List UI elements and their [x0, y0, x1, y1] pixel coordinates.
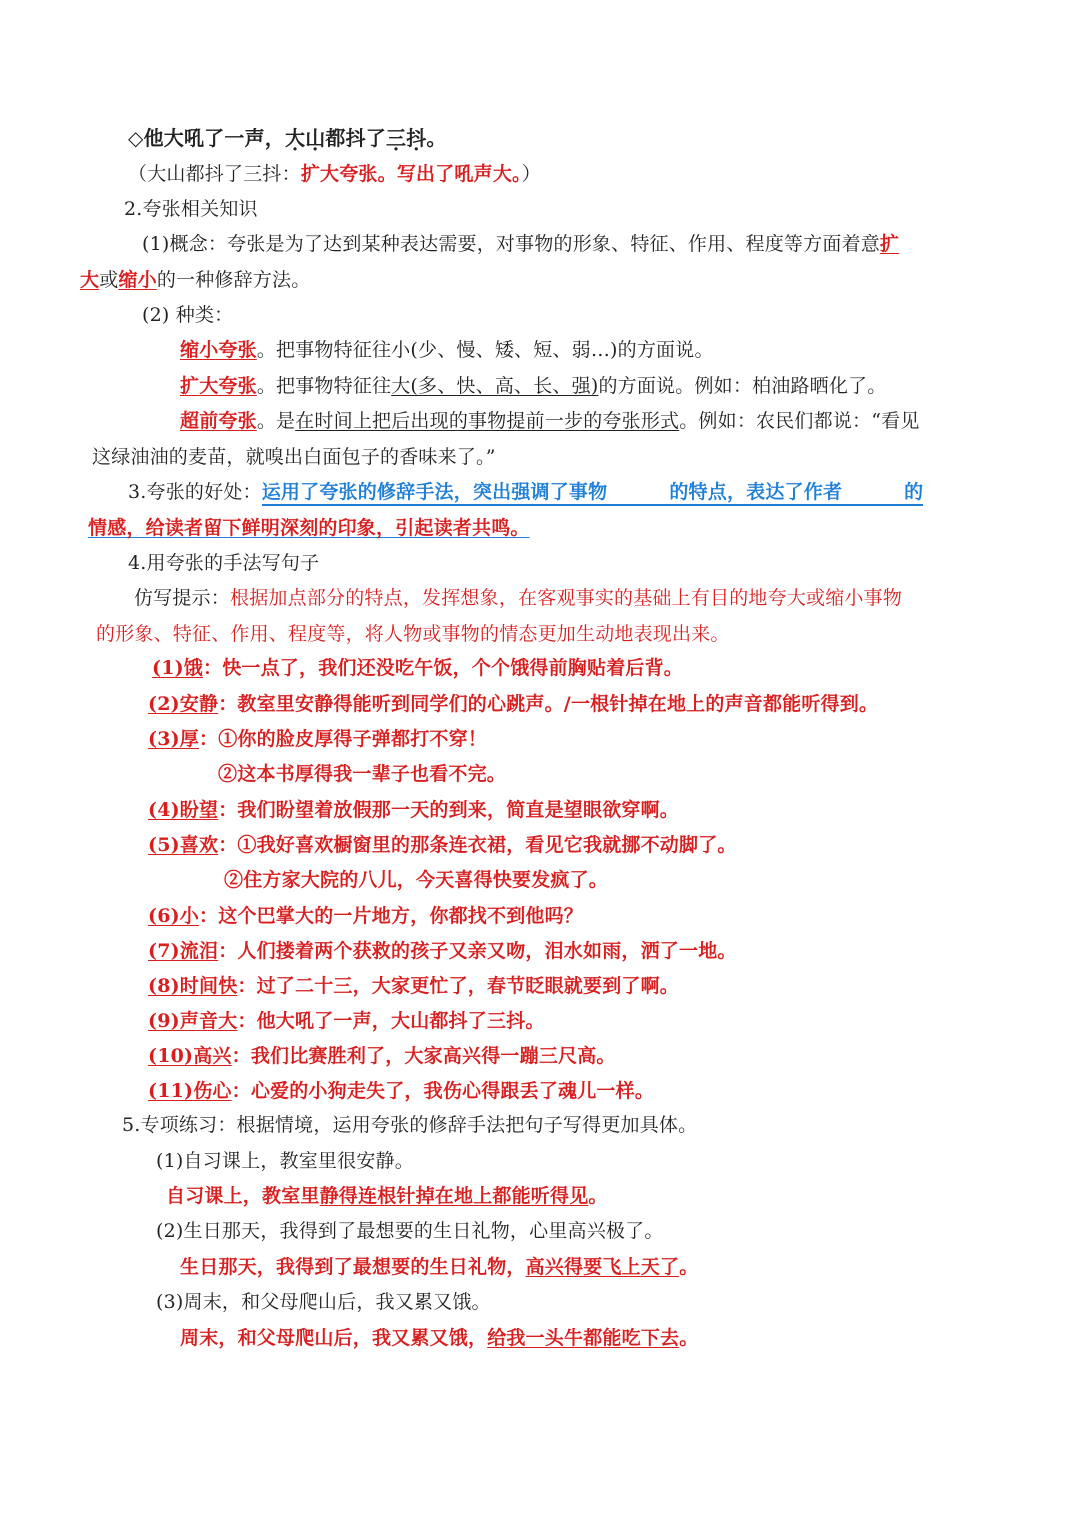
example-item	[224, 866, 608, 894]
note-answer: 扩大夸张。写出了吼声大。	[300, 163, 522, 185]
benefits-line	[128, 478, 923, 506]
answer-text: 自习课上，教室里	[166, 1185, 320, 1207]
answer-text: 。	[679, 1327, 699, 1349]
answer-text: 。	[588, 1185, 608, 1207]
answer-text: 。	[679, 1256, 699, 1278]
type-name: 扩大夸张	[180, 375, 257, 397]
type-name: 缩小夸张	[180, 339, 257, 361]
answer-text: 生日那天，我得到了最想要的生日礼物，	[180, 1256, 526, 1278]
concept-keyword: 大	[80, 269, 100, 291]
example-item	[148, 1007, 545, 1035]
example-text: 都抖了	[325, 126, 386, 150]
section-4-heading: 4.用夸张的手法写句子	[128, 552, 320, 574]
example-sentence-text: ：心爱的小狗走失了，我伤心得跟丢了魂儿一样。	[231, 1080, 655, 1102]
example-keyword: (6)小	[148, 905, 199, 927]
example-sentence-text: ：我们盼望着放假那一天的到来，简直是望眼欲穿啊。	[218, 799, 680, 821]
type-advance-cont: 这绿油油的麦苗，就嗅出白面包子的香味来了。”	[92, 446, 496, 468]
type-desc: 的方面说。例如：柏油路晒化了。	[598, 375, 887, 397]
concept-text: 的一种修辞方法。	[156, 269, 311, 291]
example-keyword: (8)时间快	[148, 975, 238, 997]
type-advance	[180, 407, 920, 435]
answer-underlined: 给我一头牛都能吃下去	[487, 1327, 680, 1349]
answer-3	[180, 1324, 698, 1352]
example-sentence-text: ：过了二十三，大家更忙了，春节眨眼就要到了啊。	[237, 975, 680, 997]
emphasis-char: 三	[386, 126, 407, 150]
example-sentence-text: ②住方家大院的八儿，今天喜得快要发疯了。	[224, 869, 609, 891]
answer-text: 周末，和父母爬山后，我又累又饿，	[180, 1327, 488, 1349]
example-sentence-text: ：他大吼了一声，大山都抖了三抖。	[237, 1010, 545, 1032]
benefits-answer-2: 情感，给读者留下鲜明深刻的印象，引起读者共鸣。	[88, 517, 530, 539]
answer-underlined: 高兴得要飞上天了	[525, 1256, 680, 1278]
example-sentence-text: ：快一点了，我们还没吃午饭，个个饿得前胸贴着后背。	[203, 657, 684, 679]
hint-line	[134, 584, 902, 612]
concept-text: 或	[99, 269, 119, 291]
benefits-text: 的	[904, 481, 924, 503]
example-keyword: (3)厚	[148, 728, 199, 750]
example-text: ◇他大吼了一声，	[128, 126, 285, 150]
example-item	[148, 831, 737, 859]
example-sentence-text: ：这个巴掌大的一片地方，你都找不到他吗？	[199, 905, 584, 927]
type-desc: 。例如：农民们都说：“看见	[679, 410, 920, 432]
example-item	[148, 1077, 654, 1105]
benefits-text: 运用了夸张的修辞手法，突出强调了事物	[261, 481, 608, 503]
note-label: （大山都抖了三抖：	[128, 163, 301, 185]
section-5-heading: 5.专项练习：根据情境，运用夸张的修辞手法把句子写得更加具体。	[122, 1114, 698, 1136]
example-text: 。	[426, 126, 447, 150]
example-keyword: (11)伤心	[148, 1080, 232, 1102]
example-keyword: (2)安静	[148, 693, 219, 715]
example-sentence-text: ：①我好喜欢橱窗里的那条连衣裙，看见它我就挪不动脚了。	[218, 834, 737, 856]
hint-label: 仿写提示：	[134, 587, 231, 609]
example-keyword: (7)流泪	[148, 940, 219, 962]
question-1: (1)自习课上，教室里很安静。	[156, 1150, 414, 1172]
example-item	[148, 972, 679, 1000]
note-close: ）	[521, 163, 541, 185]
benefits-text: 的特点，表达了作者	[669, 481, 843, 503]
example-sentence-text: ②这本书厚得我一辈子也看不完。	[218, 763, 507, 785]
example-sentence-text: ：人们搂着两个获救的孩子又亲又吻，泪水如雨，洒了一地。	[218, 940, 737, 962]
types-label: (2) 种类：	[142, 304, 234, 326]
example-item	[148, 937, 737, 965]
example-sentence-text: ：教室里安静得能听到同学们的心跳声。/一根针掉在地上的声音都能听得到。	[218, 693, 879, 715]
concept-line-2	[80, 266, 310, 294]
question-3: (3)周末，和父母爬山后，我又累又饿。	[156, 1291, 491, 1313]
example-sentence	[128, 124, 447, 152]
hint-text: 根据加点部分的特点，发挥想象，在客观事实的基础上有目的地夸大或缩小事物	[230, 587, 903, 609]
example-item	[148, 690, 878, 718]
type-expand	[180, 372, 886, 400]
type-desc-underlined: 大(多、快、高、长、强)	[391, 375, 599, 397]
type-desc-underlined: 在时间上把后出现的事物提前一步的夸张形式	[295, 410, 680, 432]
emphasis-char: 大	[284, 126, 306, 150]
answer-2	[180, 1253, 698, 1281]
emphasis-char: 抖	[406, 126, 427, 150]
example-item	[148, 902, 583, 930]
type-desc: 。是	[256, 410, 296, 432]
answer-underlined: 静得连根针掉在地上都能听得见	[319, 1185, 589, 1207]
benefits-answer	[262, 481, 924, 506]
emphasis-char: 山	[305, 126, 326, 150]
question-2: (2)生日那天，我得到了最想要的生日礼物，心里高兴极了。	[156, 1220, 664, 1242]
example-item	[152, 654, 683, 682]
section-2-heading: 2.夸张相关知识	[124, 198, 258, 220]
concept-keyword: 扩	[879, 233, 900, 255]
example-keyword: (9)声音大	[148, 1010, 238, 1032]
example-keyword: (1)饿	[152, 657, 203, 679]
example-keyword: (4)盼望	[148, 799, 219, 821]
type-shrink	[180, 336, 714, 364]
example-sentence-text: ：①你的脸皮厚得子弹都打不穿！	[199, 728, 488, 750]
example-item	[148, 725, 487, 753]
hint-line-2: 的形象、特征、作用、程度等，将人物或事物的情态更加生动地表现出来。	[96, 623, 730, 645]
example-sentence-text: ：我们比赛胜利了，大家高兴得一蹦三尺高。	[231, 1045, 616, 1067]
type-desc: 。把事物特征往	[256, 375, 392, 397]
example-note	[128, 160, 541, 188]
example-item	[148, 796, 679, 824]
example-item	[148, 1042, 616, 1070]
type-name: 超前夸张	[180, 410, 257, 432]
benefits-line-2	[88, 514, 530, 542]
benefits-label: 3.夸张的好处：	[128, 481, 262, 503]
example-item	[218, 760, 506, 788]
concept-text: (1)概念：夸张是为了达到某种表达需要，对事物的形象、特征、作用、程度等方面着意	[142, 233, 880, 255]
concept-keyword: 缩小	[118, 269, 157, 291]
type-desc: 。把事物特征往小(少、慢、矮、短、弱…)的方面说。	[256, 339, 714, 361]
concept-line	[142, 230, 899, 258]
answer-1	[166, 1182, 608, 1210]
example-keyword: (5)喜欢	[148, 834, 219, 856]
example-keyword: (10)高兴	[148, 1045, 232, 1067]
